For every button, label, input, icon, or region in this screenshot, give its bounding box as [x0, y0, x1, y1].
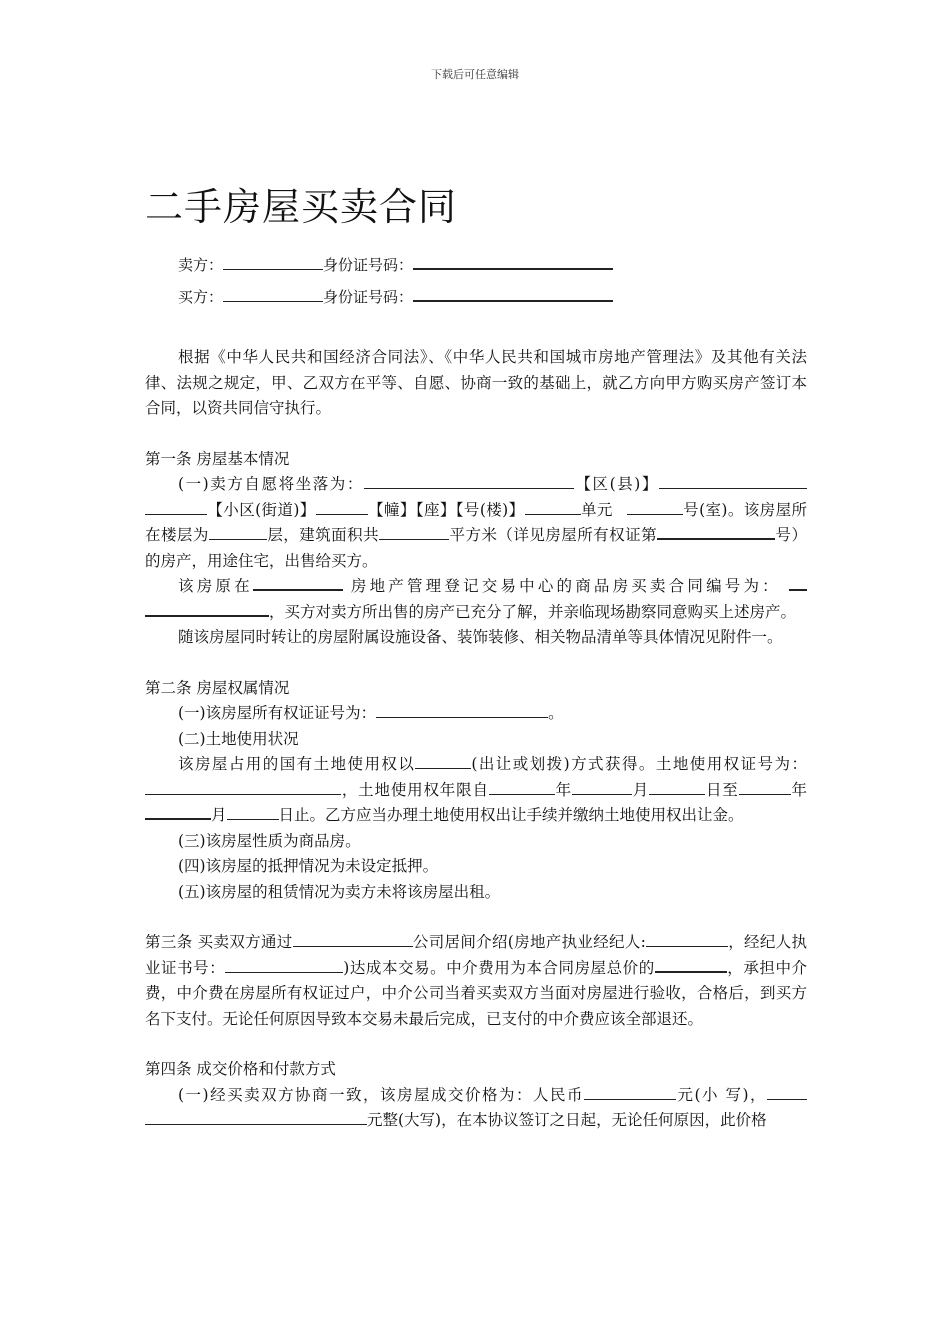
agent-license-blank[interactable] — [225, 958, 343, 973]
contract-number-blank[interactable] — [789, 575, 807, 591]
article-1-para-3: 随该房屋同时转让的房屋附属设施设备、装饰装修、相关物品清单等具体情况见附件一。 — [178, 628, 783, 646]
price-figure-blank[interactable] — [584, 1085, 676, 1100]
header-note: 下载后可任意编辑 — [431, 68, 519, 81]
seller-label: 卖方： — [178, 256, 224, 274]
text: (出让或划拨)方式获得。土地使用权证号为： — [471, 755, 807, 773]
text: 元(小 写)， — [676, 1085, 767, 1104]
start-month-blank[interactable] — [572, 780, 632, 795]
article-1-para-1 — [145, 472, 807, 574]
text: 日止。乙方应当办理土地使用权出让手续并缴纳土地使用权出让金。 — [278, 806, 744, 824]
land-method-blank[interactable] — [415, 754, 471, 769]
floor-blank[interactable] — [209, 525, 267, 540]
agent-name-blank[interactable] — [646, 932, 728, 947]
community-blank[interactable] — [316, 500, 368, 515]
seller-id-label: 身份证号码： — [323, 256, 414, 274]
text: 号）的房产，用途住宅，出售给买方。 — [145, 526, 807, 570]
article-2-item-2: (二)土地使用状况 — [178, 729, 299, 748]
text: 月 — [631, 780, 650, 799]
text: (一)该房屋所有权证证号为： — [178, 704, 377, 722]
certificate-number-blank[interactable] — [657, 524, 775, 540]
text: 【小区(街道)】 — [207, 500, 316, 519]
intro-paragraph: 根据《中华人民共和国经济合同法》、《中华人民共和国城市房地产管理法》及其他有关法律、法规之规定，甲、乙双方在平等、自愿、协商一致的基础上，就乙方向甲方购买房产签订本合同，以资共同信守执行。 — [145, 348, 807, 417]
text: 年 — [790, 780, 807, 799]
fee-rate-blank[interactable] — [655, 957, 727, 973]
buyer-id-label: 身份证号码： — [323, 288, 414, 306]
text: 号(室)。该房屋所在楼层为 — [145, 500, 807, 544]
text: 公司居间介绍(房地产执业经纪人: — [412, 933, 646, 951]
ownership-cert-blank[interactable] — [376, 703, 548, 718]
text: 。 — [548, 704, 564, 722]
text: 单元 — [580, 500, 613, 519]
text: (一)卖方自愿将坐落为： — [178, 475, 364, 493]
text: 元整(大写)，在本协议签订之日起，无论任何原因，此价格 — [367, 1111, 767, 1129]
buyer-line — [178, 286, 613, 307]
text: 【幢】【座】【号(楼)】 — [367, 500, 525, 519]
text: 该房屋占用的国有土地使用权以 — [178, 755, 416, 773]
article-1-para-2 — [145, 574, 807, 625]
text: 该房原在 — [178, 577, 253, 595]
text: 日至 — [705, 780, 739, 799]
location-blank[interactable] — [364, 474, 574, 489]
text: 房地产管理登记交易中心的商品房买卖合同编号为： — [350, 577, 781, 595]
start-day-blank[interactable] — [649, 780, 705, 795]
agency-blank[interactable] — [293, 932, 413, 947]
unit-blank[interactable] — [627, 500, 683, 515]
article-2-item-5: (五)该房屋的租赁情况为卖方未将该房屋出租。 — [178, 882, 501, 901]
price-words-blank[interactable] — [767, 1085, 807, 1100]
start-year-blank[interactable] — [489, 780, 555, 795]
contract-body — [145, 345, 807, 1134]
article-2-land-paragraph — [145, 752, 807, 829]
text: ，买方对卖方所出售的房产已充分了解，并亲临现场勘察同意购买上述房产。 — [269, 602, 797, 621]
seller-name-blank[interactable] — [223, 255, 323, 270]
article-1-heading: 第一条 房屋基本情况 — [145, 449, 290, 468]
text: 平方米（详见房屋所有权证第 — [449, 526, 658, 544]
article-2-item-3: (三)该房屋性质为商品房。 — [178, 831, 361, 850]
district-blank[interactable] — [659, 474, 807, 489]
buyer-name-blank[interactable] — [223, 287, 323, 302]
price-words-blank-2[interactable] — [145, 1110, 367, 1125]
land-cert-blank[interactable] — [145, 780, 341, 795]
text: 月 — [211, 806, 227, 824]
text: ，经纪人执业证书号： — [145, 933, 807, 977]
text: 年 — [554, 780, 572, 799]
text: (一)经买卖双方协商一致，该房屋成交价格为：人民币 — [178, 1085, 584, 1104]
article-4-para-1 — [145, 1083, 807, 1134]
contract-number-blank-2[interactable] — [145, 601, 269, 617]
article-3-paragraph — [145, 930, 807, 1032]
registry-blank[interactable] — [253, 575, 343, 591]
text: ，承担中介费，中介费在房屋所有权证过户，中介公司当着买卖双方当面对房屋进行验收，合格后，到买方名下支付。无论任何原因导致本交易未最后完成，已支付的中介费应该全部退还。 — [145, 958, 807, 1028]
text: 【区(县)】 — [573, 475, 659, 493]
article-2-item-4: (四)该房屋的抵押情况为未设定抵押。 — [178, 857, 439, 875]
area-blank[interactable] — [379, 525, 449, 540]
article-2-item-1 — [145, 701, 807, 727]
text: 层，建筑面积共 — [266, 526, 380, 544]
buyer-id-blank[interactable] — [413, 286, 613, 302]
end-day-blank[interactable] — [227, 805, 279, 820]
article-2-heading: 第二条 房屋权属情况 — [145, 678, 290, 697]
buyer-label: 买方： — [178, 288, 224, 306]
text: ，土地使用权年限自 — [341, 780, 489, 799]
text: 第三条 买卖双方通过 — [145, 933, 293, 951]
document-title: 二手房屋买卖合同 — [145, 185, 458, 229]
article-4-heading: 第四条 成交价格和付款方式 — [145, 1060, 336, 1078]
building-blank[interactable] — [525, 500, 581, 515]
seller-id-blank[interactable] — [413, 254, 613, 270]
text: )达成本交易。中介费用为本合同房屋总价的 — [343, 958, 655, 977]
seller-line — [178, 254, 613, 275]
end-year-blank[interactable] — [739, 780, 791, 795]
end-month-blank[interactable] — [145, 804, 211, 820]
district-blank-2[interactable] — [145, 500, 207, 515]
